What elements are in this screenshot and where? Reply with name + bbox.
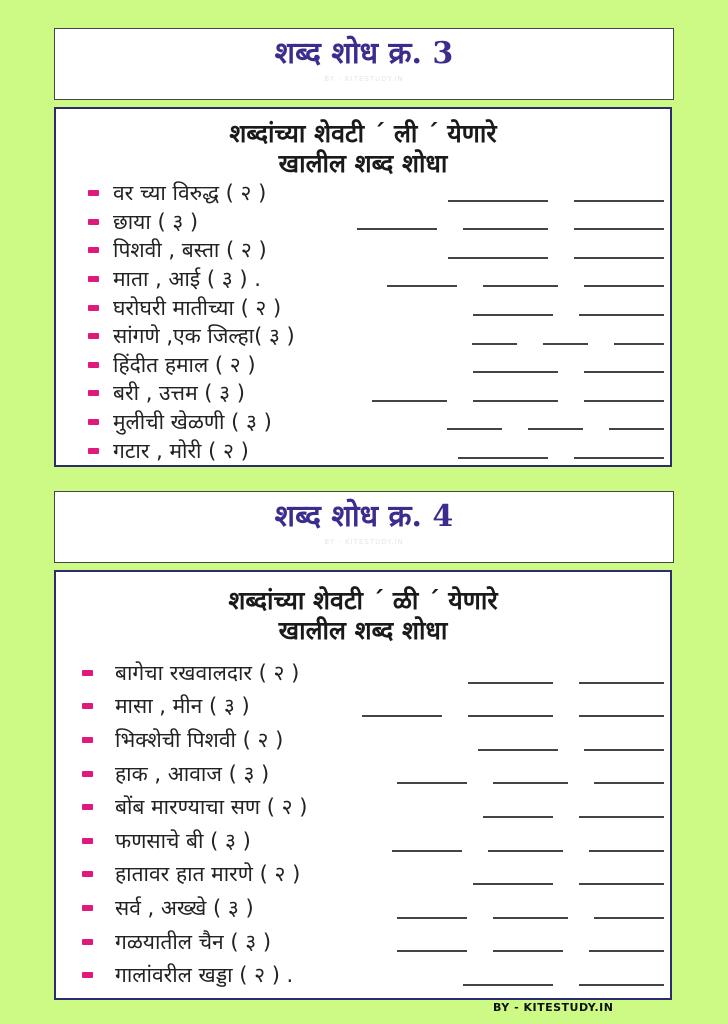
footer-credit: BY - KITESTUDY.IN xyxy=(493,1001,614,1014)
puzzle-4-heading-line-1: शब्दांच्या शेवटी ´ ळी ´ येणारे xyxy=(228,586,498,615)
bullet-icon xyxy=(82,804,93,810)
clue-text: गळयातील चैन ( ३ ) xyxy=(115,929,272,954)
answer-blank xyxy=(472,343,517,345)
clue-row xyxy=(56,690,670,724)
answer-blanks xyxy=(458,457,664,459)
clue-text: घरोघरी मातीच्या ( २ ) xyxy=(113,295,282,320)
clue-row xyxy=(56,322,670,351)
answer-blank xyxy=(387,285,457,287)
answer-blank xyxy=(579,984,664,986)
answer-blanks xyxy=(448,257,664,259)
answer-blank xyxy=(574,200,664,202)
bullet-icon xyxy=(88,190,99,196)
answer-blank xyxy=(589,850,664,852)
clue-row xyxy=(56,379,670,408)
clue-text: वर च्या विरुद्ध ( २ ) xyxy=(113,181,267,206)
answer-blank xyxy=(392,850,462,852)
answer-blank xyxy=(473,883,553,885)
answer-blank xyxy=(473,400,558,402)
answer-blanks xyxy=(357,228,664,230)
clue-text: मासा , मीन ( ३ ) xyxy=(115,694,250,719)
bullet-icon xyxy=(82,703,93,709)
answer-blanks xyxy=(478,749,664,751)
answer-blank xyxy=(397,782,467,784)
puzzle-4-heading xyxy=(56,586,670,646)
clue-row xyxy=(56,208,670,237)
clue-row xyxy=(56,436,670,465)
answer-blank xyxy=(579,314,664,316)
answer-blanks xyxy=(387,285,664,287)
answer-blank xyxy=(488,850,563,852)
puzzle-3-heading-line-1: शब्दांच्या शेवटी ´ ली ´ येणारे xyxy=(229,119,497,148)
watermark: BY - KITESTUDY.IN xyxy=(324,75,404,83)
clue-text: हाक , आवाज ( ३ ) xyxy=(115,761,270,786)
clue-row xyxy=(56,723,670,757)
puzzle-3-panel xyxy=(54,107,672,467)
clue-row xyxy=(56,265,670,294)
answer-blanks xyxy=(397,950,664,952)
answer-blank xyxy=(594,782,664,784)
answer-blank xyxy=(584,285,664,287)
clue-row xyxy=(56,925,670,959)
answer-blank xyxy=(493,950,563,952)
clue-text: हातावर हात मारणे ( २ ) xyxy=(115,862,301,887)
clue-text: फणसाचे बी ( ३ ) xyxy=(115,828,251,853)
answer-blank xyxy=(357,228,437,230)
clue-row xyxy=(56,891,670,925)
bullet-icon xyxy=(82,670,93,676)
bullet-icon xyxy=(88,247,99,253)
answer-blank xyxy=(447,428,502,430)
puzzle-4-title-box xyxy=(54,491,674,563)
answer-blanks xyxy=(447,428,664,430)
answer-blank xyxy=(614,343,664,345)
clue-text: गटार , मोरी ( २ ) xyxy=(113,438,249,463)
answer-blank xyxy=(473,371,558,373)
bullet-icon xyxy=(82,771,93,777)
answer-blank xyxy=(584,400,664,402)
answer-blank xyxy=(458,457,548,459)
clue-text: बागेचा रखवालदार ( २ ) xyxy=(115,660,300,685)
watermark: BY - KITESTUDY.IN xyxy=(324,538,404,546)
puzzle-4-heading-line-2: खालील शब्द शोधा xyxy=(278,616,448,645)
puzzle-3-clue-list xyxy=(56,179,670,465)
answer-blanks xyxy=(397,917,664,919)
answer-blanks xyxy=(362,715,664,717)
answer-blank xyxy=(579,883,664,885)
answer-blank xyxy=(362,715,442,717)
answer-blank xyxy=(584,749,664,751)
bullet-icon xyxy=(88,362,99,368)
answer-blank xyxy=(574,228,664,230)
answer-blank xyxy=(463,984,553,986)
bullet-icon xyxy=(82,939,93,945)
answer-blank xyxy=(579,816,664,818)
answer-blanks xyxy=(468,682,664,684)
bullet-icon xyxy=(88,219,99,225)
answer-blank xyxy=(493,782,568,784)
clue-text: गालांवरील खड्डा ( २ ) . xyxy=(115,963,294,988)
answer-blank xyxy=(594,917,664,919)
answer-blanks xyxy=(448,200,664,202)
answer-blank xyxy=(478,749,558,751)
answer-blanks xyxy=(472,343,664,345)
bullet-icon xyxy=(88,448,99,454)
answer-blanks xyxy=(473,371,664,373)
clue-row xyxy=(56,790,670,824)
answer-blanks xyxy=(372,400,664,402)
bullet-icon xyxy=(88,419,99,425)
clue-text: हिंदीत हमाल ( २ ) xyxy=(113,352,256,377)
clue-row xyxy=(56,757,670,791)
answer-blank xyxy=(574,457,664,459)
answer-blank xyxy=(584,371,664,373)
clue-row xyxy=(56,656,670,690)
clue-text: सर्व , अख्खे ( ३ ) xyxy=(115,895,254,920)
answer-blanks xyxy=(397,782,664,784)
bullet-icon xyxy=(82,737,93,743)
answer-blank xyxy=(579,682,664,684)
bullet-icon xyxy=(88,390,99,396)
clue-text: पिशवी , बस्ता ( २ ) xyxy=(113,238,267,263)
puzzle-4-panel xyxy=(54,570,672,1000)
answer-blank xyxy=(448,200,548,202)
clue-row xyxy=(56,351,670,380)
answer-blank xyxy=(609,428,664,430)
clue-row xyxy=(56,236,670,265)
answer-blank xyxy=(589,950,664,952)
clue-text: भिक्शेची पिशवी ( २ ) xyxy=(115,727,284,752)
answer-blank xyxy=(483,285,558,287)
clue-text: छाया ( ३ ) xyxy=(113,209,199,234)
answer-blank xyxy=(483,816,553,818)
clue-row xyxy=(56,858,670,892)
answer-blank xyxy=(397,917,467,919)
puzzle-3-title: शब्द शोध क्र. 3 xyxy=(274,36,454,71)
answer-blanks xyxy=(483,816,664,818)
clue-row xyxy=(56,824,670,858)
clue-text: बोंब मारण्याचा सण ( २ ) xyxy=(115,795,308,820)
puzzle-4-title: शब्द शोध क्र. 4 xyxy=(274,499,454,534)
bullet-icon xyxy=(82,838,93,844)
answer-blanks xyxy=(473,883,664,885)
bullet-icon xyxy=(82,871,93,877)
clue-row xyxy=(56,293,670,322)
clue-text: मुलीची खेळणी ( ३ ) xyxy=(113,410,272,435)
clue-text: बरी , उत्तम ( ३ ) xyxy=(113,381,245,406)
clue-text: माता , आई ( ३ ) . xyxy=(113,267,261,292)
bullet-icon xyxy=(88,276,99,282)
answer-blanks xyxy=(473,314,664,316)
answer-blank xyxy=(473,314,553,316)
answer-blank xyxy=(574,257,664,259)
clue-row xyxy=(56,958,670,992)
answer-blank xyxy=(493,917,568,919)
answer-blank xyxy=(528,428,583,430)
bullet-icon xyxy=(88,333,99,339)
bullet-icon xyxy=(82,972,93,978)
puzzle-4-clue-list xyxy=(56,656,670,992)
answer-blanks xyxy=(392,850,664,852)
answer-blank xyxy=(463,228,548,230)
answer-blank xyxy=(397,950,467,952)
clue-row xyxy=(56,179,670,208)
puzzle-3-title-box xyxy=(54,28,674,100)
answer-blank xyxy=(468,682,553,684)
answer-blank xyxy=(372,400,447,402)
answer-blank xyxy=(468,715,553,717)
answer-blank xyxy=(543,343,588,345)
answer-blank xyxy=(448,257,548,259)
bullet-icon xyxy=(88,305,99,311)
answer-blank xyxy=(579,715,664,717)
clue-row xyxy=(56,408,670,437)
bullet-icon xyxy=(82,905,93,911)
puzzle-3-heading xyxy=(56,119,670,179)
answer-blanks xyxy=(463,984,664,986)
puzzle-3-heading-line-2: खालील शब्द शोधा xyxy=(278,149,448,178)
clue-text: सांगणे ,एक जिल्हा( ३ ) xyxy=(113,324,295,349)
